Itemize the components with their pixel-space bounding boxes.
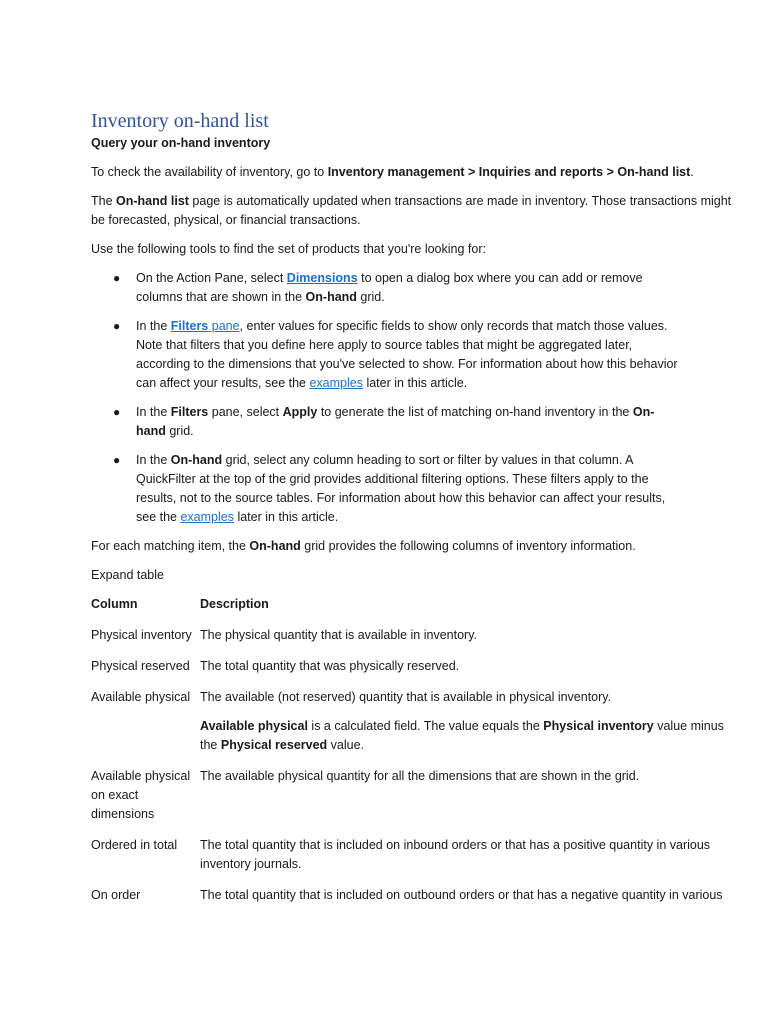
article [91,108,741,917]
table-cell-column: Available physical [91,690,191,704]
bullet-icon: ● [113,453,121,467]
examples-link[interactable]: examples [180,510,234,524]
filters-pane-link[interactable]: Filters pane [170,319,240,333]
table-cell-column: Physical reserved [91,659,190,673]
table-cell-description: The total quantity that was physically reserved. [200,659,460,673]
expand-table-button[interactable]: Expand table [91,568,164,582]
table-cell-column: Physical inventory [91,628,192,642]
table-cell-column: Ordered in total [91,838,178,852]
list-item: ● In the Filters pane, enter values for specific fields to show only records that match those values. Note that filters that you define here apply to source tables that might be aggregated later, according to the dimensions that you've selected to show. For information about how this behavior can affect your results, see the examples later in this article. [113,319,678,390]
bullet-icon: ● [113,405,121,419]
intro-paragraph-2: The On-hand list page is automatically updated when transactions are made in inventory. Those transactions might be forecasted, physical, or financial transactions. [91,194,732,227]
columns-intro: For each matching item, the On-hand grid provides the following columns of inventory information. [91,539,636,553]
table-cell-description: The physical quantity that is available in inventory. [200,628,478,642]
table-cell-description: The available physical quantity for all the dimensions that are shown in the grid. [200,769,640,783]
list-item: ● On the Action Pane, select Dimensions to open a dialog box where you can add or remove columns that are shown in the On-hand grid. [113,271,643,304]
section-subtitle: Query your on-hand inventory [91,136,271,150]
list-item: ● In the On-hand grid, select any column heading to sort or filter by values in that column. A QuickFilter at the top of the grid provides additional filtering options. These filters apply to the results, not to the source tables. For information about how this behavior can affect your results, see the examples later in this article. [113,453,666,524]
calculated-field-note: Available physical is a calculated field. The value equals the Physical inventory value minus the Physical reserved value. [200,719,724,752]
table-cell-description: The total quantity that is included on inbound orders or that has a positive quantity in various inventory journals. [200,838,711,871]
column-header-description: Description [200,597,269,611]
bullet-icon: ● [113,271,121,285]
intro-paragraph-3: Use the following tools to find the set of products that you're looking for: [91,242,486,256]
columns-table [91,595,741,917]
table-cell-column: On order [91,888,141,902]
intro-paragraph-1: To check the availability of inventory, go to Inventory management > Inquiries and reports > On-hand list. [91,165,694,179]
examples-link[interactable]: examples [309,376,363,390]
table-row [91,657,741,688]
table-row [91,767,741,836]
column-header-column: Column [91,597,138,611]
table-cell-description: The total quantity that is included on outbound orders or that has a negative quantity in various [200,888,723,902]
table-row [91,886,741,917]
dimensions-link[interactable]: Dimensions [286,271,358,285]
table-row [91,688,741,767]
table-cell-column: Available physical on exact dimensions [91,769,191,821]
table-row [91,836,741,886]
tools-list [91,269,741,527]
table-cell-description: The available (not reserved) quantity that is available in physical inventory. Available physical is a calculated field. The value equals the Physical inventory value minus the Physical reserved value. [200,688,741,767]
menu-path: Inventory management > Inquiries and reports > On-hand list [327,165,691,179]
list-item: ● In the Filters pane, select Apply to generate the list of matching on-hand inventory in the On-hand grid. [113,405,655,438]
page-title: Inventory on-hand list [91,110,269,132]
table-header-row [91,595,741,626]
table-row [91,626,741,657]
bullet-icon: ● [113,319,121,333]
